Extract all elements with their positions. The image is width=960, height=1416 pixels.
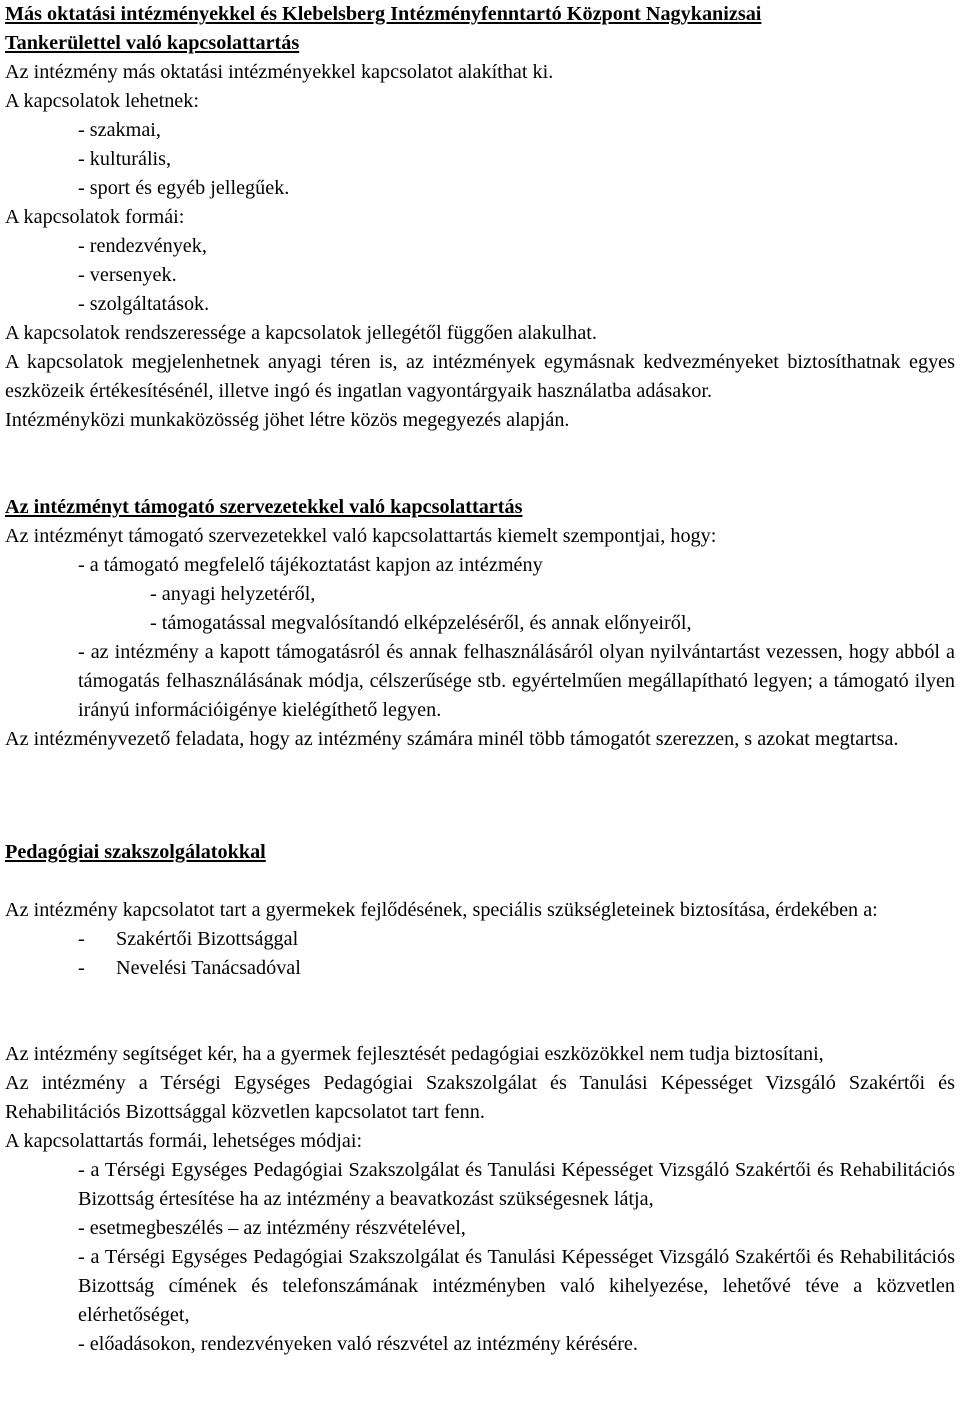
list-label: A kapcsolattartás formái, lehetséges módjai: [5, 1130, 363, 1152]
list-dash: - [78, 928, 85, 950]
paragraph: A kapcsolatok rendszeressége a kapcsolatok jellegétől függően alakulhat. [5, 322, 597, 344]
section-title: Más oktatási intézményekkel és Klebelsberg Intézményfenntartó Központ Nagykanizsai [5, 3, 762, 25]
list-item: - előadásokon, rendezvényeken való részvétel az intézmény kérésére. [78, 1333, 638, 1355]
list-label: A kapcsolatok lehetnek: [5, 90, 199, 112]
sub-list-item: - támogatással megvalósítandó elképzeléséről, és annak előnyeiről, [150, 612, 692, 634]
paragraph: Az intézmény kapcsolatot tart a gyermekek fejlődésének, speciális szükségleteinek biztosítása, érdekében a: [5, 899, 878, 921]
paragraph: Az intézmény segítséget kér, ha a gyermek fejlesztését pedagógiai eszközökkel nem tudja biztosítani, [5, 1043, 824, 1065]
section-title: Az intézményt támogató szervezetekkel való kapcsolattartás [5, 496, 523, 518]
list-item-text: Nevelési Tanácsadóval [116, 957, 301, 979]
paragraph: Az intézmény más oktatási intézményekkel kapcsolatot alakíthat ki. [5, 61, 554, 83]
section-supporters [5, 493, 955, 754]
paragraph: Az intézményt támogató szervezetekkel való kapcsolattartás kiemelt szempontjai, hogy: [5, 525, 717, 547]
list-item: - szakmai, [78, 119, 161, 141]
sub-list-item: - anyagi helyzetéről, [150, 583, 316, 605]
section-title: Pedagógiai szakszolgálatokkal [5, 841, 266, 863]
section-pedagogical-body-2 [5, 1040, 955, 1359]
list-item [5, 954, 955, 983]
list-item: - szolgáltatások. [78, 293, 210, 315]
list-item [5, 925, 955, 954]
section-pedagogical-body-1 [5, 896, 955, 983]
section-title-continued: Tankerülettel való kapcsolattartás [5, 32, 300, 54]
section-pedagogical-services [5, 838, 955, 867]
list-item: - versenyek. [78, 264, 177, 286]
list-item: - sport és egyéb jellegűek. [78, 177, 290, 199]
list-item: - a Térségi Egységes Pedagógiai Szakszolgálat és Tanulási Képességet Vizsgáló Szakértői és Rehabilitációs Bizottság címének és telefonszámának intézményben való kihelyezése, lehetővé téve a közvetlen elérhetőséget, [78, 1246, 955, 1326]
list-item: - a Térségi Egységes Pedagógiai Szakszolgálat és Tanulási Képességet Vizsgáló Szakértői és Rehabilitációs Bizottság értesítése ha az intézmény a beavatkozást szükségesnek látja, [78, 1159, 955, 1210]
list-dash: - [78, 957, 85, 979]
paragraph: Intézményközi munkaközösség jöhet létre közös megegyezés alapján. [5, 409, 570, 431]
list-label: A kapcsolatok formái: [5, 206, 185, 228]
paragraph: Az intézményvezető feladata, hogy az intézmény számára minél több támogatót szerezzen, s azokat megtartsa. [5, 728, 899, 750]
section-institutions [5, 0, 955, 435]
list-item-text: Szakértői Bizottsággal [116, 928, 299, 950]
list-item: - rendezvények, [78, 235, 207, 257]
list-item: - kulturális, [78, 148, 172, 170]
list-item: - az intézmény a kapott támogatásról és annak felhasználásáról olyan nyilvántartást vezessen, hogy abból a támogatás felhasználásának módja, célszerűsége stb. egyértelműen megállapítható legyen; a támogató ilyen irányú információigénye kielégíthető legyen. [78, 641, 955, 721]
paragraph: Az intézmény a Térségi Egységes Pedagógiai Szakszolgálat és Tanulási Képességet Vizsgáló Szakértői és Rehabilitációs Bizottsággal közvetlen kapcsolatot tart fenn. [5, 1072, 955, 1123]
list-item: - a támogató megfelelő tájékoztatást kapjon az intézmény [78, 554, 543, 576]
paragraph: A kapcsolatok megjelenhetnek anyagi téren is, az intézmények egymásnak kedvezményeket biztosíthatnak egyes eszközeik értékesítésénél, illetve ingó és ingatlan vagyontárgyaik használatba adásakor. [5, 351, 955, 402]
list-item: - esetmegbeszélés – az intézmény részvételével, [78, 1217, 466, 1239]
